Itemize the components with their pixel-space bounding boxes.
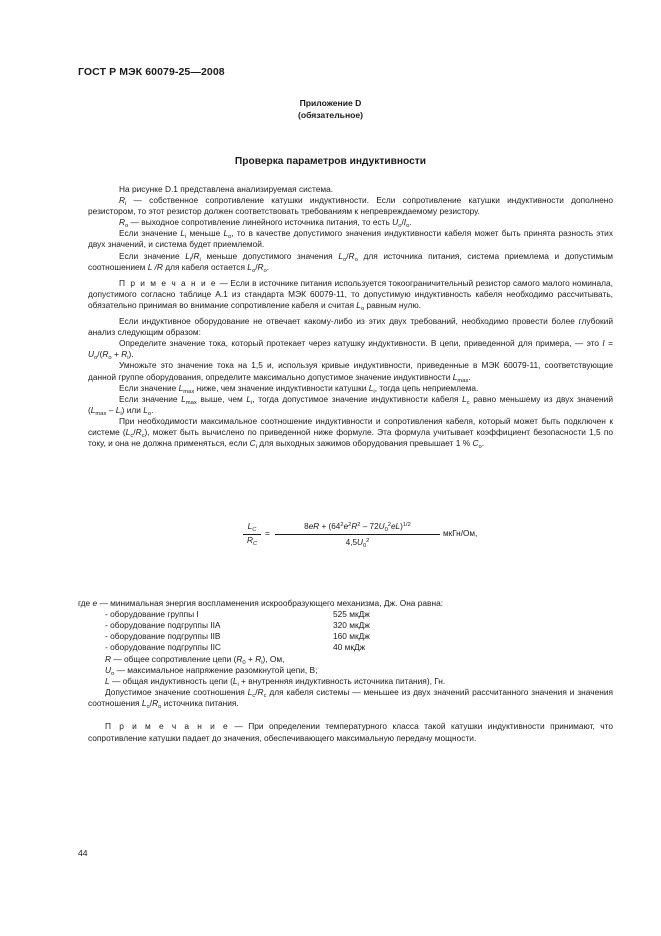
section-title: Проверка параметров индуктивности (234, 156, 427, 167)
list-item: - оборудование группы I 525 мкДж (105, 609, 370, 619)
paragraph: Если индуктивное оборудование не отвечает какому-либо из этих двух требований, необходимо провести более глубокий анализ следующим образом: (88, 316, 613, 338)
definition-L: L — общая индуктивность цепи ($L_i$ + внутренняя индуктивность источника питания), Гн. (105, 676, 446, 689)
definition-R: R — общее сопротивление цепи $(R_0 + R_i)$, Ом, (105, 654, 285, 666)
note-paragraph: П р и м е ч а н и е — Если в источнике питания используется токоограничительный резистор самого малого номинала, допустимого согласно таблице А.1 из стандарта МЭК 60079-11, то допустимую индуктивность кабеля необходимо рассчитывать, обязательно принимая во внимание сопротивление кабеля и считая $L_o$ равным нулю. (88, 277, 613, 312)
where-definition (78, 598, 613, 609)
paragraph: Умножьте это значение тока на 1,5 и, используя кривые индуктивности, приведенные в МЭК 60079-11, соответствующие данной группе оборудования, определите максимально допустимое значение индуктивности $L_{max}$. (88, 360, 613, 384)
annex-status: (обязательное) (297, 110, 364, 120)
formula-unit: мкГн/Ом, (443, 529, 478, 538)
inductance-ratio-formula: $L_C$ $R_C$ = $8eR + (64^2e^2R^2 - 72U_0^2eL)^{1/2}$ $4,5U_0^2$ мкГн/Ом, (243, 520, 543, 560)
document-header: ГОСТ Р МЭК 60079-25—2008 (78, 66, 225, 78)
paragraph: $R_o$ — выходное сопротивление линейного источника питания, то есть $U_o/I_o$. (119, 217, 412, 230)
paragraph: $R_i$ — собственное сопротивление катушки индуктивности. Если сопротивление катушки индуктивности дополнено резистором, то этот резистор должен соответствовать требованиям к непревреждаемому резистору. (88, 195, 613, 217)
list-item: - оборудование подгруппы IIB 160 мкДж (105, 631, 370, 642)
note-paragraph: П р и м е ч а н и е — При определении температурного класса такой катушки индуктивности принимают, что сопротивление катушки падает до значения, обеспечивающего максимальную передачу мощности. (88, 721, 613, 743)
paragraph: На рисунке D.1 представлена анализируемая система. (119, 184, 334, 194)
paragraph: При необходимости максимальное соотношение индуктивности и сопротивления кабеля, который может быть подключен к системе $(L_c/R_c)$, может быть вычислено по приведенной ниже формуле. Эта формула учитывает коэффициент безопасности 1,5 по току, и она не должна применяться, если $C_i$ для выходных зажимов оборудования превышает 1 % $C_o$. (88, 415, 613, 451)
paragraph: Если значение $L_{max}$ выше, чем $L_i$, тогда допустимое значение индуктивности кабеля $L_c$ равно меньшему из двух значений $(L_{max} - L_i)$ или $L_o$. (88, 393, 613, 417)
annex-label: Приложение D (299, 98, 362, 108)
formula-equals: = (265, 529, 270, 538)
page-number: 44 (78, 848, 88, 858)
paragraph: Если значение $L_{max}$ ниже, чем значение индуктивности катушки $L_i$, тогда цепь неприемлема. (119, 382, 479, 395)
paragraph: Определите значение тока, который протекает через катушку индуктивности. В цепи, приведенной для примера, — это $I = U_o/(R_o + R_i)$. (88, 338, 613, 362)
allowed-ratio-paragraph: Допустимое значение соотношения $L_c/R_c$ для кабеля системы — меньшее из двух значений рассчитанного значения и значения соотношения $L_o/R_o$ источника питания. (88, 687, 613, 711)
ignition-energy-list (105, 609, 505, 653)
paragraph: Если значение $L_i$ меньше $L_o$, то в качестве допустимого значения индуктивности кабеля может быть принята разность этих двух значений, и система будет приемлемой. (88, 228, 613, 250)
list-item: - оборудование подгруппы IIA 320 мкДж (105, 620, 370, 631)
paragraph: Если значение $L_i/R_i$ меньше допустимого значения $L_o/R_o$ для источника питания, система приемлема и допустимым соотношением L /R для кабеля остается $L_o/R_o$. (88, 250, 613, 274)
definition-U: $U_o$ — максимальное напряжение разомкнутой цепи, В; (105, 665, 318, 678)
definitions-block (88, 654, 613, 744)
definition-e: где e — минимальная энергия воспламенения искрообразующего механизма, Дж. Она равна: (78, 598, 444, 608)
list-item: - оборудование подгруппы IIC 40 мкДж (105, 642, 366, 653)
main-text-block (88, 184, 613, 449)
